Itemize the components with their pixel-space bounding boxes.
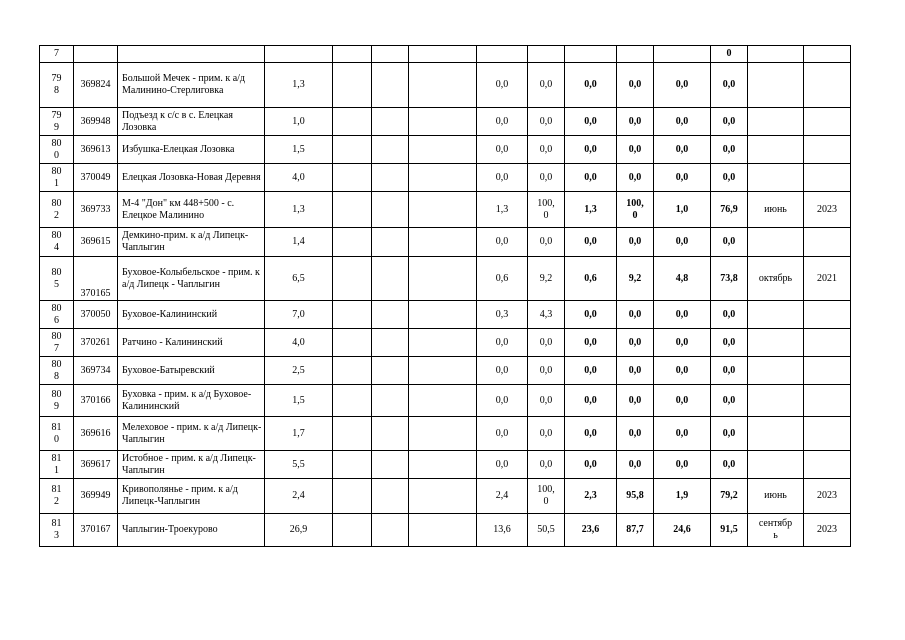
cell-id: 370049 <box>74 164 118 192</box>
cell-c6 <box>372 451 409 479</box>
cell-n: 81 2 <box>40 479 74 514</box>
cell-id: 369617 <box>74 451 118 479</box>
table-row <box>40 417 851 451</box>
cell-c15 <box>804 385 851 417</box>
cell-c6 <box>372 136 409 164</box>
cell-c12: 0,0 <box>654 108 711 136</box>
cell-c15 <box>804 46 851 63</box>
cell-c8: 0,0 <box>477 357 528 385</box>
cell-c9: 0,0 <box>528 329 565 357</box>
cell-c7 <box>409 164 477 192</box>
cell-c6 <box>372 63 409 108</box>
table-row <box>40 301 851 329</box>
cell-c10: 0,0 <box>565 301 617 329</box>
cell-name: Буховое-Колыбельское - прим. к а/д Липецк - Чаплыгин <box>118 257 265 301</box>
table-row <box>40 329 851 357</box>
cell-n: 80 7 <box>40 329 74 357</box>
cell-n: 7 <box>40 46 74 63</box>
cell-c15 <box>804 329 851 357</box>
cell-len: 1,5 <box>265 385 333 417</box>
cell-c15 <box>804 228 851 257</box>
cell-c10: 23,6 <box>565 514 617 547</box>
cell-n: 79 8 <box>40 63 74 108</box>
cell-id: 369613 <box>74 136 118 164</box>
cell-c12: 0,0 <box>654 357 711 385</box>
cell-c12: 0,0 <box>654 301 711 329</box>
cell-c11: 9,2 <box>617 257 654 301</box>
cell-c9: 0,0 <box>528 108 565 136</box>
cell-c10: 0,0 <box>565 417 617 451</box>
cell-id: 370167 <box>74 514 118 547</box>
cell-n: 80 4 <box>40 228 74 257</box>
cell-c9: 0,0 <box>528 451 565 479</box>
cell-id: 369615 <box>74 228 118 257</box>
cell-c12: 4,8 <box>654 257 711 301</box>
cell-name: Большой Мечек - прим. к а/д Малинино-Стерлиговка <box>118 63 265 108</box>
cell-name: Буховое-Калининский <box>118 301 265 329</box>
cell-c11: 0,0 <box>617 417 654 451</box>
cell-c8: 0,6 <box>477 257 528 301</box>
cell-c14 <box>748 301 804 329</box>
cell-c7 <box>409 257 477 301</box>
table-row <box>40 136 851 164</box>
cell-c5 <box>333 329 372 357</box>
cell-len: 6,5 <box>265 257 333 301</box>
table-row <box>40 192 851 228</box>
cell-c5 <box>333 108 372 136</box>
cell-len: 2,5 <box>265 357 333 385</box>
cell-c5 <box>333 451 372 479</box>
cell-n: 79 9 <box>40 108 74 136</box>
cell-c10: 0,0 <box>565 63 617 108</box>
cell-c5 <box>333 514 372 547</box>
table-row <box>40 357 851 385</box>
cell-c12: 0,0 <box>654 63 711 108</box>
cell-c7 <box>409 385 477 417</box>
cell-name: Чаплыгин-Троекурово <box>118 514 265 547</box>
table-row <box>40 228 851 257</box>
cell-len: 1,5 <box>265 136 333 164</box>
cell-c13: 0,0 <box>711 63 748 108</box>
cell-c15: 2023 <box>804 514 851 547</box>
cell-c5 <box>333 164 372 192</box>
cell-c12: 1,0 <box>654 192 711 228</box>
cell-c14 <box>748 451 804 479</box>
cell-name: Подъезд к с/с в с. Елецкая Лозовка <box>118 108 265 136</box>
cell-id: 370165 <box>74 257 118 301</box>
cell-c11: 0,0 <box>617 228 654 257</box>
cell-name: Мелеховое - прим. к а/д Липецк-Чаплыгин <box>118 417 265 451</box>
cell-c10: 0,0 <box>565 164 617 192</box>
cell-n: 80 8 <box>40 357 74 385</box>
table-row <box>40 385 851 417</box>
cell-c6 <box>372 479 409 514</box>
table-row <box>40 63 851 108</box>
cell-c6 <box>372 514 409 547</box>
cell-c11: 0,0 <box>617 63 654 108</box>
cell-name: Демкино-прим. к а/д Липецк-Чаплыгин <box>118 228 265 257</box>
cell-n: 81 1 <box>40 451 74 479</box>
cell-c7 <box>409 63 477 108</box>
cell-n: 80 6 <box>40 301 74 329</box>
cell-c10: 0,0 <box>565 451 617 479</box>
cell-c13: 76,9 <box>711 192 748 228</box>
cell-c5 <box>333 46 372 63</box>
cell-c9: 0,0 <box>528 385 565 417</box>
cell-c14: июнь <box>748 479 804 514</box>
cell-c5 <box>333 192 372 228</box>
cell-name: Елецкая Лозовка-Новая Деревня <box>118 164 265 192</box>
cell-c13: 0,0 <box>711 108 748 136</box>
cell-c14 <box>748 385 804 417</box>
table-row <box>40 108 851 136</box>
cell-c13: 73,8 <box>711 257 748 301</box>
cell-c13: 0,0 <box>711 164 748 192</box>
cell-c6 <box>372 301 409 329</box>
cell-c6 <box>372 357 409 385</box>
cell-len: 1,4 <box>265 228 333 257</box>
cell-c5 <box>333 301 372 329</box>
cell-id: 370261 <box>74 329 118 357</box>
cell-c6 <box>372 417 409 451</box>
cell-c15 <box>804 63 851 108</box>
cell-c13: 91,5 <box>711 514 748 547</box>
cell-c15: 2023 <box>804 192 851 228</box>
cell-c12: 0,0 <box>654 164 711 192</box>
cell-c10: 0,0 <box>565 357 617 385</box>
cell-n: 81 0 <box>40 417 74 451</box>
cell-c15 <box>804 136 851 164</box>
cell-c13: 0,0 <box>711 451 748 479</box>
cell-c8: 0,0 <box>477 417 528 451</box>
cell-c9: 0,0 <box>528 357 565 385</box>
cell-c9: 0,0 <box>528 136 565 164</box>
cell-c13: 0,0 <box>711 385 748 417</box>
cell-c11: 100, 0 <box>617 192 654 228</box>
cell-c9: 100, 0 <box>528 192 565 228</box>
cell-c11 <box>617 46 654 63</box>
cell-c7 <box>409 479 477 514</box>
cell-id: 370050 <box>74 301 118 329</box>
cell-c12: 0,0 <box>654 228 711 257</box>
table-row <box>40 257 851 301</box>
cell-len: 1,0 <box>265 108 333 136</box>
table-row <box>40 514 851 547</box>
cell-c9: 4,3 <box>528 301 565 329</box>
table-row <box>40 451 851 479</box>
cell-len: 1,7 <box>265 417 333 451</box>
cell-c8: 0,0 <box>477 164 528 192</box>
cell-c14: октябрь <box>748 257 804 301</box>
cell-c14 <box>748 63 804 108</box>
cell-c12: 0,0 <box>654 451 711 479</box>
cell-id: 370166 <box>74 385 118 417</box>
cell-c9: 50,5 <box>528 514 565 547</box>
cell-c5 <box>333 357 372 385</box>
cell-c10: 0,0 <box>565 108 617 136</box>
cell-name: Буховое-Батыревский <box>118 357 265 385</box>
cell-c11: 0,0 <box>617 136 654 164</box>
cell-c14 <box>748 357 804 385</box>
cell-c14 <box>748 108 804 136</box>
cell-c12: 0,0 <box>654 136 711 164</box>
cell-c7 <box>409 301 477 329</box>
cell-len: 1,3 <box>265 63 333 108</box>
cell-c11: 0,0 <box>617 451 654 479</box>
cell-c14 <box>748 417 804 451</box>
cell-c13: 79,2 <box>711 479 748 514</box>
cell-n: 80 1 <box>40 164 74 192</box>
cell-c7 <box>409 136 477 164</box>
cell-len: 4,0 <box>265 164 333 192</box>
cell-c14: июнь <box>748 192 804 228</box>
cell-c11: 95,8 <box>617 479 654 514</box>
cell-c12: 0,0 <box>654 417 711 451</box>
cell-c15 <box>804 108 851 136</box>
cell-c11: 0,0 <box>617 357 654 385</box>
cell-c9: 0,0 <box>528 63 565 108</box>
cell-c11: 0,0 <box>617 329 654 357</box>
cell-id: 369616 <box>74 417 118 451</box>
cell-c8: 0,0 <box>477 63 528 108</box>
cell-c10: 2,3 <box>565 479 617 514</box>
table-row <box>40 479 851 514</box>
cell-c13: 0,0 <box>711 136 748 164</box>
cell-c9: 9,2 <box>528 257 565 301</box>
cell-c5 <box>333 228 372 257</box>
cell-c14 <box>748 228 804 257</box>
cell-len: 2,4 <box>265 479 333 514</box>
cell-c13: 0,0 <box>711 228 748 257</box>
cell-name: Избушка-Елецкая Лозовка <box>118 136 265 164</box>
cell-c8: 13,6 <box>477 514 528 547</box>
cell-c8: 0,0 <box>477 136 528 164</box>
cell-c12: 1,9 <box>654 479 711 514</box>
cell-n: 80 0 <box>40 136 74 164</box>
cell-c12: 0,0 <box>654 329 711 357</box>
cell-len <box>265 46 333 63</box>
cell-c11: 87,7 <box>617 514 654 547</box>
cell-c13: 0,0 <box>711 301 748 329</box>
cell-c15 <box>804 164 851 192</box>
cell-c6 <box>372 108 409 136</box>
cell-c13: 0 <box>711 46 748 63</box>
cell-c15 <box>804 417 851 451</box>
cell-c7 <box>409 228 477 257</box>
cell-c8: 0,3 <box>477 301 528 329</box>
cell-c5 <box>333 63 372 108</box>
cell-c5 <box>333 257 372 301</box>
cell-id: 369949 <box>74 479 118 514</box>
cell-c7 <box>409 417 477 451</box>
cell-c14 <box>748 164 804 192</box>
cell-c10: 0,0 <box>565 329 617 357</box>
cell-c6 <box>372 192 409 228</box>
cell-c7 <box>409 192 477 228</box>
cell-id: 369734 <box>74 357 118 385</box>
cell-c13: 0,0 <box>711 357 748 385</box>
cell-c6 <box>372 385 409 417</box>
cell-name: Кривополянье - прим. к а/д Липецк-Чаплыгин <box>118 479 265 514</box>
cell-c15: 2021 <box>804 257 851 301</box>
cell-name: Истобное - прим. к а/д Липецк-Чаплыгин <box>118 451 265 479</box>
cell-n: 80 5 <box>40 257 74 301</box>
cell-c12 <box>654 46 711 63</box>
cell-c7 <box>409 514 477 547</box>
cell-n: 80 9 <box>40 385 74 417</box>
cell-id: 369824 <box>74 63 118 108</box>
cell-c12: 0,0 <box>654 385 711 417</box>
cell-c9 <box>528 46 565 63</box>
cell-c6 <box>372 46 409 63</box>
cell-c14 <box>748 329 804 357</box>
cell-c5 <box>333 479 372 514</box>
cell-c7 <box>409 329 477 357</box>
cell-c5 <box>333 417 372 451</box>
cell-c8: 0,0 <box>477 385 528 417</box>
cell-len: 4,0 <box>265 329 333 357</box>
cell-c14 <box>748 136 804 164</box>
cell-c6 <box>372 257 409 301</box>
cell-c7 <box>409 108 477 136</box>
cell-c11: 0,0 <box>617 164 654 192</box>
cell-c11: 0,0 <box>617 108 654 136</box>
cell-c7 <box>409 46 477 63</box>
cell-name <box>118 46 265 63</box>
cell-c9: 100, 0 <box>528 479 565 514</box>
cell-name: Ратчино - Калининский <box>118 329 265 357</box>
cell-c8: 0,0 <box>477 329 528 357</box>
cell-c15 <box>804 357 851 385</box>
cell-c8: 1,3 <box>477 192 528 228</box>
cell-c5 <box>333 385 372 417</box>
cell-c6 <box>372 228 409 257</box>
cell-n: 80 2 <box>40 192 74 228</box>
cell-c15: 2023 <box>804 479 851 514</box>
cell-c14 <box>748 46 804 63</box>
cell-c8: 0,0 <box>477 108 528 136</box>
cell-c15 <box>804 301 851 329</box>
cell-c10: 0,0 <box>565 228 617 257</box>
cell-c15 <box>804 451 851 479</box>
cell-n: 81 3 <box>40 514 74 547</box>
cell-c10: 0,0 <box>565 136 617 164</box>
cell-name: М-4 "Дон" км 448+500 - с. Елецкое Малинино <box>118 192 265 228</box>
cell-c9: 0,0 <box>528 417 565 451</box>
cell-c11: 0,0 <box>617 301 654 329</box>
cell-c12: 24,6 <box>654 514 711 547</box>
cell-c10: 1,3 <box>565 192 617 228</box>
cell-c7 <box>409 357 477 385</box>
cell-c6 <box>372 329 409 357</box>
cell-id: 369948 <box>74 108 118 136</box>
cell-c8 <box>477 46 528 63</box>
cell-c5 <box>333 136 372 164</box>
table-row <box>40 46 851 63</box>
cell-len: 26,9 <box>265 514 333 547</box>
cell-len: 5,5 <box>265 451 333 479</box>
road-data-table <box>39 45 851 547</box>
cell-c6 <box>372 164 409 192</box>
cell-name: Буховка - прим. к а/д Буховое-Калининский <box>118 385 265 417</box>
cell-c10: 0,6 <box>565 257 617 301</box>
cell-c9: 0,0 <box>528 228 565 257</box>
cell-c9: 0,0 <box>528 164 565 192</box>
cell-id: 369733 <box>74 192 118 228</box>
cell-c11: 0,0 <box>617 385 654 417</box>
cell-c10: 0,0 <box>565 385 617 417</box>
cell-c8: 2,4 <box>477 479 528 514</box>
cell-c13: 0,0 <box>711 329 748 357</box>
cell-c7 <box>409 451 477 479</box>
table-row <box>40 164 851 192</box>
cell-len: 1,3 <box>265 192 333 228</box>
cell-c14: сентябр ь <box>748 514 804 547</box>
cell-c13: 0,0 <box>711 417 748 451</box>
cell-c8: 0,0 <box>477 451 528 479</box>
cell-id <box>74 46 118 63</box>
cell-len: 7,0 <box>265 301 333 329</box>
cell-c10 <box>565 46 617 63</box>
cell-c8: 0,0 <box>477 228 528 257</box>
